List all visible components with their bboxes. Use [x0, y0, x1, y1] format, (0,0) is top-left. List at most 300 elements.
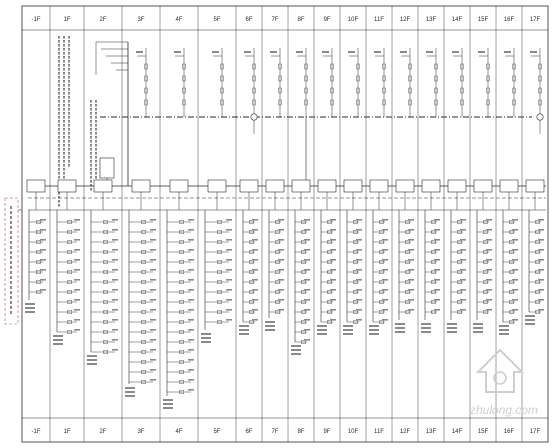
branch-label-block: [112, 239, 118, 241]
note-text-strip: [58, 176, 60, 179]
note-text-strip: [68, 36, 70, 39]
note-text-strip: [63, 164, 65, 167]
branch-label-block: [150, 299, 156, 301]
branch-label-block: [226, 229, 232, 231]
load-label-block: [447, 327, 457, 329]
branch-label-block: [188, 299, 194, 301]
top-riser-tag: [322, 51, 329, 53]
transformer-box: [100, 158, 114, 178]
floor-label-top: 4F: [175, 17, 183, 23]
branch-label-block: [278, 229, 284, 231]
branch-label-block: [112, 249, 118, 251]
note-text-strip: [58, 60, 60, 63]
branch-label-block: [304, 299, 310, 301]
note-text-strip: [58, 104, 60, 107]
load-label-block: [291, 345, 301, 347]
branch-label-block: [408, 269, 414, 271]
floor-label-top: 16F: [503, 17, 515, 23]
note-text-strip: [63, 116, 65, 119]
note-text-strip: [90, 104, 92, 107]
note-text-strip: [58, 96, 60, 99]
branch-label-block: [356, 259, 362, 261]
branch-label-block: [188, 249, 194, 251]
floor-label-bottom: 11F: [374, 429, 384, 435]
branch-label-block: [188, 259, 194, 261]
floor-label-bottom: 14F: [451, 429, 463, 435]
load-label-block: [525, 323, 535, 325]
branch-label-block: [486, 239, 492, 241]
branch-label-block: [40, 269, 46, 271]
load-label-block: [343, 325, 353, 327]
note-text-strip: [68, 76, 70, 79]
note-text-strip: [58, 64, 60, 67]
note-text-strip: [58, 160, 60, 163]
branch-label-block: [150, 379, 156, 381]
note-text-strip: [68, 64, 70, 67]
load-label-block: [499, 329, 509, 331]
branch-label-block: [330, 269, 336, 271]
branch-label-block: [226, 299, 232, 301]
branch-label-block: [278, 299, 284, 301]
floor-label-top: 8F: [297, 17, 305, 23]
branch-label-block: [460, 269, 466, 271]
branch-label-block: [330, 319, 336, 321]
floor-label-bottom: 7F: [271, 429, 279, 435]
branch-label-block: [188, 379, 194, 381]
branch-label-block: [188, 229, 194, 231]
note-text-strip: [63, 156, 65, 159]
note-text-strip: [58, 124, 60, 127]
branch-label-block: [382, 229, 388, 231]
branch-label-block: [150, 219, 156, 221]
note-text-strip: [58, 200, 60, 203]
floor-label-bottom: 15F: [477, 429, 489, 435]
floor-panel-box: [396, 180, 414, 192]
branch-label-block: [460, 259, 466, 261]
note-text-strip: [90, 176, 92, 179]
load-label-block: [239, 325, 249, 327]
watermark-text: zhulong.com: [470, 403, 539, 417]
branch-label-block: [330, 239, 336, 241]
note-text-strip: [68, 120, 70, 123]
floor-label-top: -1F: [31, 17, 41, 23]
branch-label-block: [74, 239, 80, 241]
branch-label-block: [304, 249, 310, 251]
branch-label-block: [356, 239, 362, 241]
floor-label-bottom: 9F: [323, 429, 331, 435]
note-text-strip: [95, 148, 97, 151]
branch-label-block: [226, 279, 232, 281]
floor-panel-box: [318, 180, 336, 192]
branch-label-block: [304, 319, 310, 321]
branch-label-block: [304, 259, 310, 261]
floor-label-bottom: 12F: [399, 429, 411, 435]
note-text-strip: [68, 148, 70, 151]
note-text-strip: [90, 160, 92, 163]
branch-label-block: [382, 269, 388, 271]
load-label-block: [369, 329, 379, 331]
left-note-strip: [10, 221, 12, 224]
junction-symbol: [251, 114, 257, 120]
note-text-strip: [90, 188, 92, 191]
branch-label-block: [304, 269, 310, 271]
load-label-block: [291, 353, 301, 355]
branch-label-block: [408, 249, 414, 251]
load-label-block: [369, 325, 379, 327]
note-text-strip: [58, 172, 60, 175]
branch-label-block: [382, 319, 388, 321]
branch-label-block: [304, 289, 310, 291]
left-note-strip: [10, 211, 12, 214]
load-label-block: [291, 349, 301, 351]
note-text-strip: [58, 156, 60, 159]
branch-label-block: [460, 239, 466, 241]
branch-label-block: [188, 279, 194, 281]
floor-label-bottom: 1F: [63, 429, 71, 435]
floor-label-top: 7F: [271, 17, 279, 23]
note-text-strip: [58, 132, 60, 135]
branch-label-block: [304, 229, 310, 231]
branch-label-block: [226, 319, 232, 321]
branch-label-block: [356, 249, 362, 251]
branch-label-block: [278, 239, 284, 241]
branch-label-block: [512, 219, 518, 221]
branch-label-block: [40, 259, 46, 261]
load-label-block: [317, 329, 327, 331]
branch-label-block: [226, 289, 232, 291]
note-text-strip: [58, 140, 60, 143]
branch-label-block: [434, 239, 440, 241]
note-text-strip: [63, 44, 65, 47]
left-note-strip: [10, 236, 12, 239]
note-text-strip: [63, 56, 65, 59]
note-text-strip: [58, 44, 60, 47]
branch-label-block: [112, 279, 118, 281]
branch-label-block: [112, 219, 118, 221]
note-text-strip: [58, 48, 60, 51]
note-text-strip: [95, 176, 97, 179]
load-label-block: [421, 331, 431, 333]
load-label-block: [239, 329, 249, 331]
branch-label-block: [382, 259, 388, 261]
note-text-strip: [58, 40, 60, 43]
branch-label-block: [408, 279, 414, 281]
note-text-strip: [68, 48, 70, 51]
floor-panel-box: [240, 180, 258, 192]
note-text-strip: [58, 148, 60, 151]
junction-symbol: [537, 114, 543, 120]
branch-label-block: [356, 269, 362, 271]
branch-label-block: [486, 309, 492, 311]
load-label-block: [395, 327, 405, 329]
branch-label-block: [434, 299, 440, 301]
note-text-strip: [58, 128, 60, 131]
floor-panel-box: [208, 180, 226, 192]
note-text-strip: [95, 136, 97, 139]
note-text-strip: [58, 100, 60, 103]
note-text-strip: [90, 116, 92, 119]
load-label-block: [25, 303, 35, 305]
branch-label-block: [512, 259, 518, 261]
top-riser-tag: [426, 51, 433, 53]
branch-label-block: [512, 309, 518, 311]
note-text-strip: [58, 84, 60, 87]
branch-label-block: [460, 289, 466, 291]
branch-label-block: [252, 269, 258, 271]
note-text-strip: [95, 168, 97, 171]
note-text-strip: [90, 168, 92, 171]
load-label-block: [421, 327, 431, 329]
floor-panel-box: [370, 180, 388, 192]
branch-label-block: [512, 319, 518, 321]
note-text-strip: [68, 68, 70, 71]
note-text-strip: [63, 92, 65, 95]
branch-label-block: [40, 219, 46, 221]
note-text-strip: [58, 88, 60, 91]
top-riser-tag: [212, 51, 219, 53]
branch-label-block: [40, 249, 46, 251]
branch-label-block: [188, 219, 194, 221]
left-note-strip: [10, 306, 12, 309]
branch-label-block: [74, 289, 80, 291]
note-text-strip: [63, 172, 65, 175]
branch-label-block: [150, 349, 156, 351]
left-note-strip: [10, 216, 12, 219]
note-text-strip: [95, 124, 97, 127]
branch-label-block: [512, 229, 518, 231]
branch-label-block: [112, 329, 118, 331]
load-label-block: [163, 407, 173, 409]
left-note-strip: [10, 246, 12, 249]
load-label-block: [53, 335, 63, 337]
branch-label-block: [538, 229, 544, 231]
branch-label-block: [304, 329, 310, 331]
branch-label-block: [112, 349, 118, 351]
floor-label-bottom: 8F: [297, 429, 305, 435]
note-text-strip: [63, 84, 65, 87]
branch-label-block: [112, 229, 118, 231]
left-note-strip: [10, 311, 12, 314]
note-text-strip: [63, 68, 65, 71]
note-text-strip: [63, 48, 65, 51]
load-label-block: [499, 333, 509, 335]
note-text-strip: [68, 164, 70, 167]
branch-label-block: [150, 359, 156, 361]
branch-label-block: [252, 219, 258, 221]
branch-label-block: [382, 299, 388, 301]
branch-label-block: [188, 319, 194, 321]
floor-label-bottom: 10F: [347, 429, 359, 435]
note-text-strip: [95, 100, 97, 103]
branch-label-block: [74, 229, 80, 231]
branch-label-block: [538, 309, 544, 311]
floor-panel-box: [422, 180, 440, 192]
branch-label-block: [538, 239, 544, 241]
note-text-strip: [90, 132, 92, 135]
left-note-strip: [10, 271, 12, 274]
branch-label-block: [382, 279, 388, 281]
left-note-strip: [10, 206, 12, 209]
top-riser-tag: [244, 51, 251, 53]
top-riser-tag: [530, 51, 537, 53]
branch-label-block: [512, 269, 518, 271]
floor-panel-box: [27, 180, 45, 192]
load-label-block: [125, 395, 135, 397]
note-text-strip: [63, 72, 65, 75]
load-label-block: [265, 325, 275, 327]
floor-panel-box: [266, 180, 284, 192]
branch-label-block: [226, 259, 232, 261]
branch-label-block: [330, 259, 336, 261]
note-text-strip: [63, 88, 65, 91]
note-text-strip: [58, 76, 60, 79]
note-text-strip: [90, 136, 92, 139]
note-text-strip: [63, 40, 65, 43]
branch-label-block: [40, 289, 46, 291]
floor-label-top: 10F: [347, 17, 359, 23]
left-note-strip: [10, 231, 12, 234]
branch-label-block: [278, 219, 284, 221]
branch-label-block: [356, 219, 362, 221]
floor-panel-box: [94, 180, 112, 192]
load-label-block: [163, 403, 173, 405]
floor-panel-box: [292, 180, 310, 192]
branch-label-block: [330, 229, 336, 231]
note-text-strip: [68, 88, 70, 91]
floor-label-top: 14F: [451, 17, 463, 23]
floor-label-bottom: 5F: [213, 429, 221, 435]
branch-label-block: [486, 259, 492, 261]
top-riser-tag: [452, 51, 459, 53]
branch-label-block: [460, 229, 466, 231]
branch-label-block: [278, 279, 284, 281]
branch-label-block: [512, 239, 518, 241]
note-text-strip: [68, 124, 70, 127]
note-text-strip: [68, 152, 70, 155]
frame-border: [22, 6, 548, 442]
branch-label-block: [408, 289, 414, 291]
note-text-strip: [63, 136, 65, 139]
branch-label-block: [278, 269, 284, 271]
note-text-strip: [68, 40, 70, 43]
left-note-strip: [10, 241, 12, 244]
branch-label-block: [188, 289, 194, 291]
branch-label-block: [434, 269, 440, 271]
note-text-strip: [95, 156, 97, 159]
branch-label-block: [382, 309, 388, 311]
branch-label-block: [252, 259, 258, 261]
note-text-strip: [90, 128, 92, 131]
note-text-strip: [63, 120, 65, 123]
branch-label-block: [74, 319, 80, 321]
branch-label-block: [112, 299, 118, 301]
note-text-strip: [58, 112, 60, 115]
branch-label-block: [408, 229, 414, 231]
load-label-block: [421, 323, 431, 325]
branch-label-block: [278, 289, 284, 291]
note-text-strip: [95, 112, 97, 115]
branch-label-block: [460, 309, 466, 311]
note-text-strip: [95, 128, 97, 131]
note-text-strip: [95, 164, 97, 167]
floor-label-bottom: 2F: [99, 429, 107, 435]
top-riser-tag: [136, 51, 143, 53]
note-text-strip: [90, 100, 92, 103]
note-text-strip: [63, 148, 65, 151]
branch-label-block: [408, 259, 414, 261]
load-label-block: [53, 343, 63, 345]
left-note-strip: [10, 291, 12, 294]
note-text-strip: [68, 92, 70, 95]
branch-label-block: [486, 289, 492, 291]
branch-label-block: [486, 279, 492, 281]
branch-label-block: [188, 389, 194, 391]
floor-label-bottom: 4F: [175, 429, 183, 435]
branch-label-block: [252, 289, 258, 291]
branch-label-block: [74, 259, 80, 261]
branch-label-block: [304, 219, 310, 221]
floor-label-top: 6F: [245, 17, 253, 23]
branch-label-block: [330, 299, 336, 301]
branch-label-block: [330, 279, 336, 281]
branch-label-block: [188, 239, 194, 241]
branch-label-block: [408, 239, 414, 241]
note-text-strip: [58, 116, 60, 119]
note-text-strip: [95, 152, 97, 155]
note-text-strip: [63, 144, 65, 147]
floor-panel-box: [58, 180, 76, 192]
note-text-strip: [90, 172, 92, 175]
note-text-strip: [95, 108, 97, 111]
branch-label-block: [74, 299, 80, 301]
note-text-strip: [68, 156, 70, 159]
top-riser-tag: [478, 51, 485, 53]
note-text-strip: [95, 120, 97, 123]
load-label-block: [163, 399, 173, 401]
branch-label-block: [278, 249, 284, 251]
branch-label-block: [538, 249, 544, 251]
branch-label-block: [408, 219, 414, 221]
floor-label-top: 15F: [477, 17, 489, 23]
branch-label-block: [356, 289, 362, 291]
load-label-block: [125, 387, 135, 389]
load-label-block: [239, 333, 249, 335]
branch-label-block: [538, 299, 544, 301]
floor-label-top: 9F: [323, 17, 331, 23]
branch-label-block: [408, 309, 414, 311]
note-text-strip: [58, 36, 60, 39]
note-text-strip: [63, 64, 65, 67]
left-note-strip: [10, 301, 12, 304]
branch-label-block: [226, 239, 232, 241]
note-text-strip: [68, 132, 70, 135]
floor-label-bottom: -1F: [31, 429, 41, 435]
note-text-strip: [63, 80, 65, 83]
note-text-strip: [68, 44, 70, 47]
branch-label-block: [460, 279, 466, 281]
branch-label-block: [330, 309, 336, 311]
floor-label-top: 12F: [399, 17, 411, 23]
floor-label-top: 13F: [425, 17, 437, 23]
note-text-strip: [68, 96, 70, 99]
load-label-block: [201, 341, 211, 343]
note-text-strip: [58, 120, 60, 123]
branch-label-block: [538, 279, 544, 281]
branch-label-block: [188, 369, 194, 371]
branch-label-block: [188, 349, 194, 351]
load-label-block: [87, 363, 97, 365]
left-note-strip: [10, 251, 12, 254]
